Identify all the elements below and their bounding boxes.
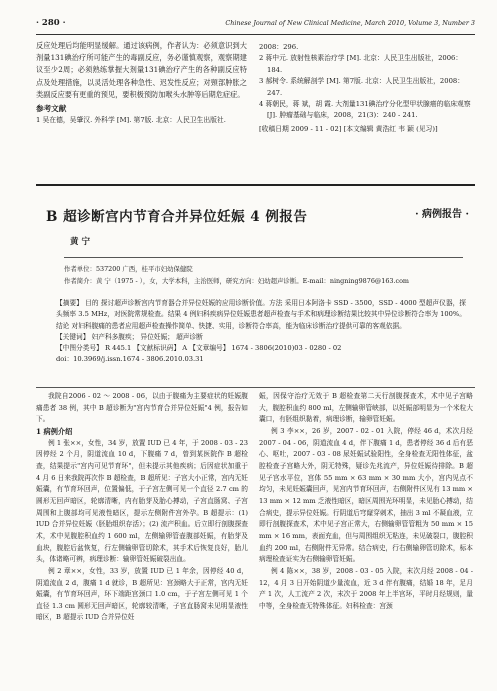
prev-article-right-column bbox=[259, 42, 473, 135]
abstract-text: 【摘要】 目的 探讨超声诊断宫内节育器合并异位妊娠的应用诊断价值。方法 采用日本阿洛卡 SSD - 3500，SSD - 4000 型超声仪器，探头频率 3.5 MHz，对医院常规检查。结果 4 例妇科疾病异位妊娠患者超声检查与手术和病理诊断结果比较其中异位诊断符合率为 100%。结论 对妇科腹痛的患者应用超声检查操作简单、快捷、实用，诊断符合率高，能为临床诊断治疗提供可靠的客观依据。 bbox=[56, 299, 466, 330]
keywords-line: 【关键词】 妇产科多腹疾； 异位妊娠； 超声诊断 bbox=[56, 332, 203, 341]
section-badge: · 病例报告 · bbox=[415, 209, 469, 220]
reference-item: 2008：296. bbox=[259, 43, 299, 51]
author-bio: 作者简介：黄 宁（1975 - ），女，大学本科，主治医师，研究方向：妇幼超声诊断。E-mail：ningning9876@163.com bbox=[64, 277, 409, 285]
article-title: B 超诊断宫内节育合并异位妊娠 4 例报告 bbox=[46, 209, 308, 225]
running-header bbox=[36, 18, 475, 32]
body-right-column bbox=[259, 391, 473, 612]
prev-article-left-column bbox=[36, 40, 247, 127]
case-paragraph: 例 3 李××，26 岁，2007 - 02 - 01 入院，停经 46 d，术次月经 2007 - 04 - 06，阴道流血 4 d，伴下腹痛 1 d，患者停经 36 d 后有恶心、呕吐，2007 - 03 - 08 尿妊娠试验阳性，全身检查无阳性体征，盆腔检查子宫略大外，阴无特殊，疑诊先兆流产，异位妊娠待排除。B 超见子宫水平位，宫体 55 mm × 63 mm × 30 mm 大小，宫内见点不均匀，未见妊娠囊回声，见宫内节育环回声，右侧附件区见有 13 mm × 13 mm × 12 mm 乏液性暗区，暗区周围光环明显，未见胎心搏动，结合病史，提示异位妊娠。行阴道后穹窿穿刺术，抽出 3 ml 不凝血液，立即行剖腹探查术，术中见子宫正常大，右侧输卵管管粗为 50 mm × 15 mm × 16 mm，表面充血，但与周围组织无粘连，未见破裂口，腹腔积血约 200 ml，右侧附件无异常。结合病史，行右侧输卵管切除术，标本病理检查证实为右侧输卵管妊娠。 bbox=[259, 426, 473, 564]
header-rule bbox=[36, 34, 475, 35]
reference-list bbox=[36, 115, 247, 126]
classification-line: 【中图分类号】 R 445.1 【文献标识码】 A 【文章编号】 1674 - 3806(2010)03 - 0280 - 02 bbox=[56, 344, 342, 353]
case-paragraph: 例 2 章××，女性，33 岁，放置 IUD 已 1 年余，因停经 40 d，阴道流血 2 d，腹痛 1 d 就诊，B 超所见：宫颈略大于正常，宫内无妊娠囊，有节育环回声，环下端距宫颈口 1.0 cm，于子宫左侧可见 1 个直径 1.3 cm 圆形无回声暗区，轮廓较清晰，子宫直肠窝未见明显液性暗区，B 超提示 IUD 合并异位妊 bbox=[36, 566, 248, 622]
references-heading: 参考文献 bbox=[36, 104, 67, 114]
journal-citation: Chinese Journal of New Clinical Medicine, March 2010, Volume 3, Number 3 bbox=[225, 19, 475, 27]
author-rule bbox=[64, 257, 463, 258]
author-name: 黄 宁 bbox=[70, 237, 90, 247]
abstract-block bbox=[56, 298, 466, 366]
section-heading: 1 病例介绍 bbox=[36, 426, 73, 436]
case-paragraph: 例 1 张××，女性，34 岁，放置 IUD 已 4 年，于 2008 - 03 - 23 因停经 2 个月，阴道流血 10 d，下腹痛 7 d，曾到某医院作 B 超检查，结果提示"宫内可见节育环"，但未提示其他疾病；后因症状加重于 4 月 6 日来我院再次作 B 超检查，B 超所见：子宫大小正常，宫内无妊娠囊，有节育环回声，位置偏低，于子宫左侧可见一个直径 2.7 cm 的圆形无回声暗区，轮廓清晰，内有胎芽及胎心搏动，子宫直肠窝、子宫周围和上腹部均可见液性暗区，提示左侧附件宫外孕。B 超提示：(1) IUD 合并异位妊娠（胚胎组织存活）；(2) 流产积血。后立即行剖腹探查术，术中见腹腔积血约 1 600 ml，左侧输卵管壶腹部妊娠，有胎芽及血块，腹腔后盆恢复，行左侧输卵管切除术，其手术后恢复良好，胎儿头，体诸略可辨，病理诊断：输卵管妊娠破裂出血。 bbox=[36, 438, 248, 564]
body-paragraph: 我院自2006 - 02 ～ 2008 - 06，以由于腹痛为主要症状的妊娠腹痛患者 38 例，其中 B 超诊断为"宫内节育合并异位妊娠"4 例，报告如下。 bbox=[36, 392, 248, 424]
body-separator bbox=[36, 387, 475, 388]
prev-article-text: 反应处理后均能明显缓解。通过该病例，作者认为：必须意识到大剂量131碘治疗所可能产生的毒副反应，务必谨慎观察，观察期建议至少2周；必须熟练掌握大剂量131碘治疗产生的各种副反应特点及处理措施，以灵活处理各种急性、迟发性反应；对頸部肿胀之类副反应要有更重的预见，要积极预防加喉头水肿等后期危症症。 bbox=[36, 41, 247, 99]
reference-item: 1 吴在德，吴肇汉. 外科学 [M]. 第7版. 北京：人民卫生出版社. bbox=[36, 116, 226, 125]
doi-line: doi：10.3969/j.issn.1674 - 3806.2010.03.31 bbox=[56, 355, 204, 364]
reference-item: 3 郝树令. 系统解剖学 [M]. 第7版. 北京：人民卫生出版社，2008：247. bbox=[259, 77, 465, 97]
body-left-column bbox=[36, 391, 248, 624]
received-date-line: [收稿日期 2009 - 11 - 02] [本文编辑 黄浩红 韦 颖 (见习)] bbox=[259, 124, 438, 133]
author-affiliation: 作者单位：537200 广西，桂平市妇幼保健院 bbox=[64, 265, 193, 273]
case-paragraph: 例 4 陈××，38 岁，2008 - 03 - 05 入院，末次月经 2008 - 04 - 12，4 月 3 日开始阴道少量流血，近 3 d 伴有腹痛，结婚 18 年，足月产 1 次，人工流产 2 次，末次于 2008 年上半宫环，平时月经规则，量中等，全身检查无特殊体征。妇科检查：宫颈 bbox=[259, 566, 473, 610]
body-paragraph: 娠，因保守治疗无效于 B 超检查第二天行剖腹探查术，术中见子宫略大，腹腔积血约 800 ml，左侧输卵管峡部，以妊娠部明显为一个米粒大囊口，有胚组织黏着，病理诊断，输卵管妊娠。 bbox=[259, 392, 473, 424]
page-number: · 280 · bbox=[36, 18, 66, 28]
article-separator bbox=[36, 184, 475, 186]
reference-item: 2 蒋中元. 放射性核素治疗学 [M]. 北京：人民卫生出版社，2006：184. bbox=[259, 54, 463, 74]
reference-item: 4 蒋朝民，蒋 斌，胡 霞. 大剂量131碘治疗分化型甲状腺癌的临床观察 [J]. 肿瘤基础与临床，2008，21(3)：240 - 241. bbox=[259, 100, 471, 120]
